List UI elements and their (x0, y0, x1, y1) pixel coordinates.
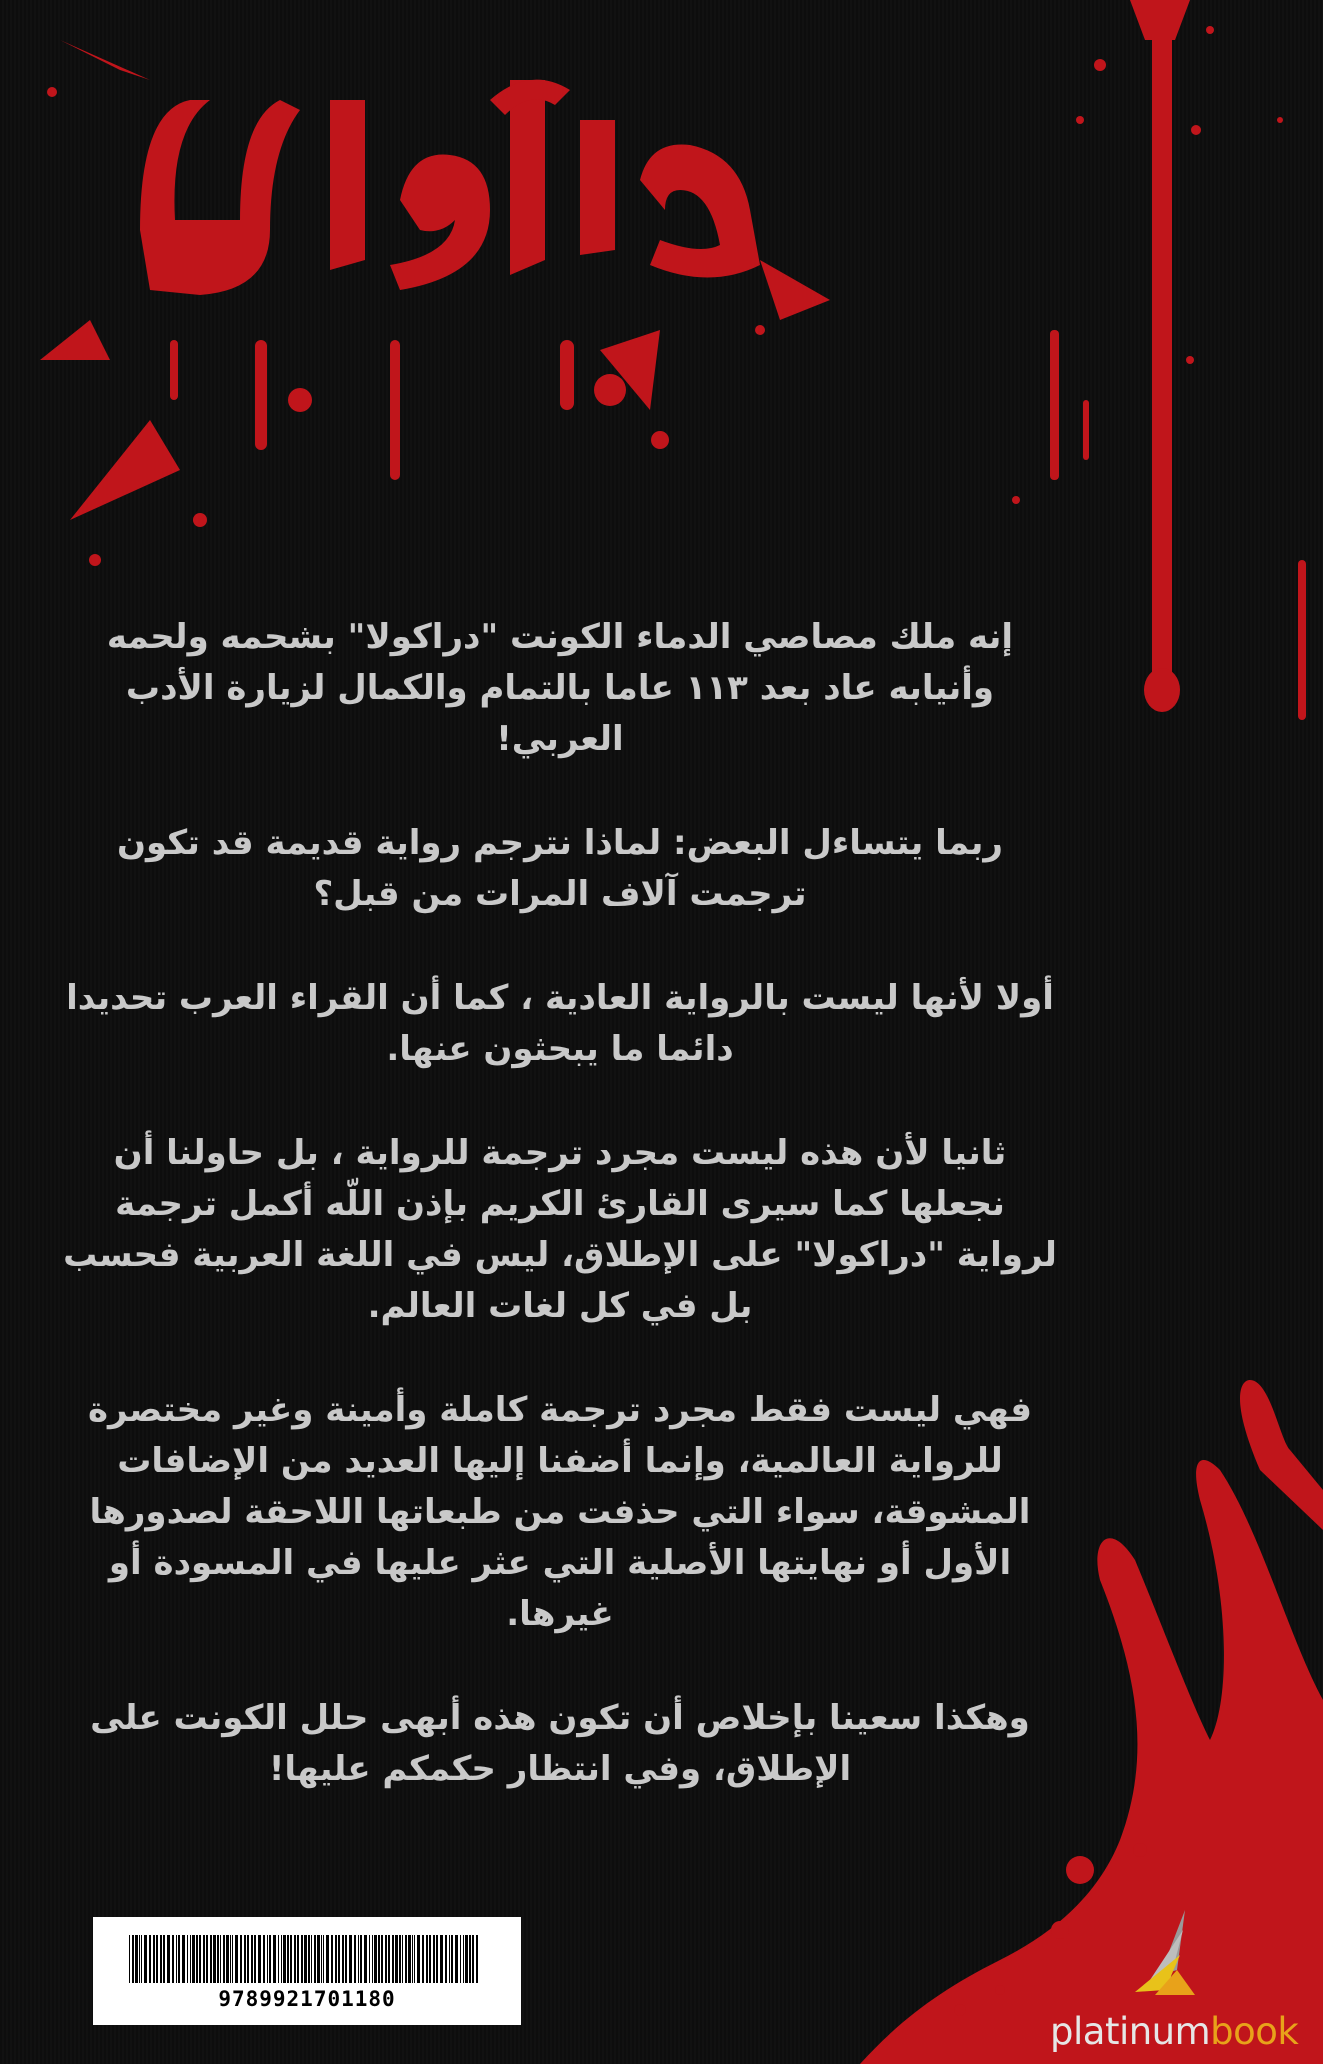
barcode-bar (392, 1935, 394, 1983)
barcode-bar (426, 1935, 428, 1983)
barcode-bar (465, 1935, 468, 1983)
publisher-wing-logo-icon (1125, 1900, 1205, 2000)
barcode-bar (399, 1935, 401, 1983)
barcode-bar (349, 1935, 352, 1983)
barcode-bar (354, 1935, 356, 1983)
barcode-bar (405, 1935, 407, 1983)
barcode-bar (338, 1935, 340, 1983)
barcode-bar (317, 1935, 320, 1983)
barcode-bar (308, 1935, 310, 1983)
barcode-bar (414, 1935, 415, 1983)
barcode-bar (311, 1935, 312, 1983)
barcode-bar (372, 1935, 373, 1983)
barcode-bar (429, 1935, 431, 1983)
barcode-bar (417, 1935, 420, 1983)
barcode-bar (135, 1935, 138, 1983)
blurb-paragraph: إنه ملك مصاصي الدماء الكونت "دراكولا" بشحمه ولحمه وأنيابه عاد بعد ١١٣ عاما بالتمام والكمال لزيارة الأدب العربي! (106, 617, 1014, 759)
barcode-bar (290, 1935, 292, 1983)
title-lettering (110, 60, 810, 320)
barcode-bar (149, 1935, 151, 1983)
barcode-bar (273, 1935, 276, 1983)
barcode-bar (247, 1935, 249, 1983)
barcode-bar (269, 1935, 271, 1983)
barcode-bar (381, 1935, 383, 1983)
barcode-bar (422, 1935, 424, 1983)
barcode-bar (335, 1935, 337, 1983)
barcode-bar (263, 1935, 265, 1983)
barcode-bar (364, 1935, 367, 1983)
barcode-bar (463, 1935, 464, 1983)
barcode-bar (139, 1935, 140, 1983)
blurb-paragraph: أولا لأنها ليست بالرواية العادية ، كما أن القراء العرب تحديدا دائما ما يبحثون عنها. (66, 978, 1054, 1069)
barcode-bar (196, 1935, 198, 1983)
barcode (93, 1917, 521, 2025)
barcode-bar (213, 1935, 216, 1983)
barcode-bar (358, 1935, 359, 1983)
barcode-bar (172, 1935, 174, 1983)
barcode-bar (301, 1935, 303, 1983)
barcode-bar (449, 1935, 450, 1983)
barcode-bar (321, 1935, 322, 1983)
barcode-bar (163, 1935, 165, 1983)
barcode-bar (220, 1935, 221, 1983)
barcode-bar (331, 1935, 333, 1983)
blurb-paragraph: فهي ليست فقط مجرد ترجمة كاملة وأمينة وغير مختصرة للرواية العالمية، وإنما أضفنا إليها العديد من الإضافات المشوقة، سواء التي حذفت من طبعاتها اللاحقة لصدورها الأول أو نهايتها الأصلية التي عثر عليها في المسودة أو غيرها. (87, 1390, 1032, 1634)
barcode-bar (210, 1935, 212, 1983)
barcode-bar (129, 1935, 130, 1983)
barcode-bar (178, 1935, 180, 1983)
barcode-bar (378, 1935, 380, 1983)
barcode-bar (388, 1935, 390, 1983)
barcode-bar (203, 1935, 205, 1983)
barcode-bar (433, 1935, 435, 1983)
barcode-bar (297, 1935, 299, 1983)
barcode-bar (176, 1935, 177, 1983)
barcode-bar (244, 1935, 246, 1983)
barcode-bar (141, 1935, 142, 1983)
barcode-bar (283, 1935, 286, 1983)
blurb-paragraph: ثانيا لأن هذه ليست مجرد ترجمة للرواية ، بل حاولنا أن نجعلها كما سيرى القارئ الكريم بإذن اللّه أكمل ترجمة لرواية "دراكولا" على الإطلاق، ليس في اللغة العربية فحسب بل في كل لغات العالم. (63, 1133, 1057, 1326)
barcode-bar (254, 1935, 256, 1983)
barcode-bar (472, 1935, 474, 1983)
barcode-bar (144, 1935, 147, 1983)
barcode-bar (223, 1935, 225, 1983)
barcode-bar (294, 1935, 296, 1983)
barcode-bar (360, 1935, 362, 1983)
barcode-bar (230, 1935, 231, 1983)
barcode-bar (326, 1935, 329, 1983)
barcode-bar (251, 1935, 253, 1983)
barcode-bar (402, 1935, 403, 1983)
barcode-bar (287, 1935, 289, 1983)
barcode-bar (469, 1935, 471, 1983)
isbn-number: 9789921701180 (218, 1987, 396, 2011)
barcode-bar (226, 1935, 229, 1983)
barcode-bar (267, 1935, 268, 1983)
publisher-logo (1050, 2010, 1298, 2053)
publisher-name-part: platinum (1050, 2010, 1211, 2053)
barcode-bar (304, 1935, 307, 1983)
blurb-paragraph: ربما يتساءل البعض: لماذا نترجم رواية قديمة قد تكون ترجمت آلاف المرات من قبل؟ (117, 823, 1003, 914)
barcode-bar (440, 1935, 443, 1983)
barcode-bar (235, 1935, 238, 1983)
barcode-bar (160, 1935, 162, 1983)
barcode-bar (182, 1935, 185, 1983)
barcode-bar (232, 1935, 233, 1983)
barcode-bar (190, 1935, 191, 1983)
barcode-bar (206, 1935, 208, 1983)
blurb-text (60, 612, 1060, 1848)
barcode-bar (460, 1935, 461, 1983)
barcode-bar (445, 1935, 447, 1983)
barcode-bar (395, 1935, 398, 1983)
barcode-bar (436, 1935, 438, 1983)
barcode-bar (199, 1935, 201, 1983)
barcode-bar (408, 1935, 411, 1983)
publisher-name-part: book (1210, 2010, 1299, 2053)
barcode-bar (192, 1935, 195, 1983)
blurb-paragraph: وهكذا سعينا بإخلاص أن تكون هذه أبهى حلل الكونت على الإطلاق، وفي انتظار حكمكم عليها! (90, 1698, 1030, 1789)
barcode-bar (156, 1935, 158, 1983)
barcode-bar (323, 1935, 324, 1983)
barcode-bar (345, 1935, 347, 1983)
barcode-bar (217, 1935, 219, 1983)
barcode-bar (369, 1935, 370, 1983)
barcode-bar (132, 1935, 134, 1983)
barcode-bar (153, 1935, 155, 1983)
barcode-bar (167, 1935, 170, 1983)
barcode-bar (258, 1935, 261, 1983)
barcode-bar (451, 1935, 453, 1983)
barcode-bar (476, 1935, 478, 1983)
barcode-bar (455, 1935, 458, 1983)
barcode-bar (187, 1935, 188, 1983)
barcode-bar (385, 1935, 387, 1983)
barcode-icon (129, 1935, 485, 1983)
barcode-bar (374, 1935, 377, 1983)
barcode-bar (412, 1935, 413, 1983)
barcode-bar (342, 1935, 344, 1983)
barcode-bar (314, 1935, 316, 1983)
barcode-bar (278, 1935, 279, 1983)
barcode-bar (240, 1935, 242, 1983)
barcode-bar (281, 1935, 282, 1983)
